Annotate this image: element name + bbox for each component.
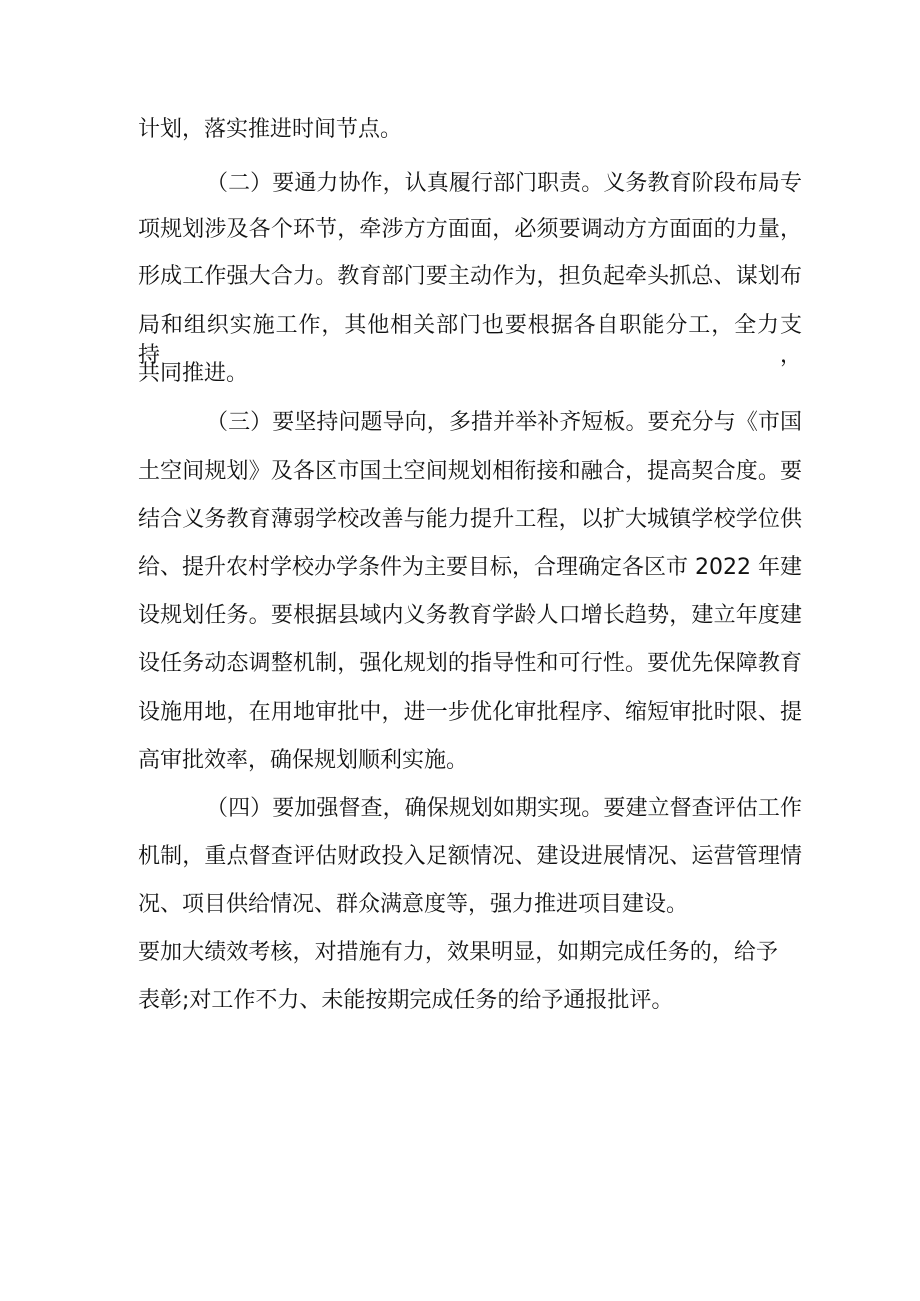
- text-line: 土空间规划》及各区市国土空间规划相衔接和融合，提高契合度。要: [138, 459, 802, 484]
- text-line: 机制，重点督查评估财政投入足额情况、建设进展情况、运营管理情: [138, 844, 802, 869]
- text-line: 局和组织实施工作，其他相关部门也要根据各自职能分工，全力支持，: [138, 313, 802, 368]
- text-line: （四）要加强督查，确保规划如期实现。要建立督查评估工作: [206, 796, 802, 821]
- text-line: 形成工作强大合力。教育部门要主动作为，担负起牵头抓总、谋划布: [138, 264, 802, 289]
- text-line: 设任务动态调整机制，强化规划的指导性和可行性。要优先保障教育: [138, 651, 802, 676]
- text-line: 况、项目供给情况、群众满意度等，强力推进项目建设。: [138, 892, 689, 917]
- text-line: 项规划涉及各个环节，牵涉方方面面，必须要调动方方面面的力量，: [138, 217, 802, 242]
- text-line: 计划，落实推进时间节点。: [138, 117, 403, 142]
- text-line: 高审批效率，确保规划顺利实施。: [138, 748, 469, 773]
- text-line: （二）要通力协作，认真履行部门职责。义务教育阶段布局专: [206, 171, 802, 196]
- text-line: 设规划任务。要根据县域内义务教育学龄人口增长趋势，建立年度建: [138, 603, 802, 628]
- text-line: 结合义务教育薄弱学校改善与能力提升工程，以扩大城镇学校学位供: [138, 507, 802, 532]
- text-line: 表彰;对工作不力、未能按期完成任务的给予通报批评。: [138, 988, 674, 1013]
- text-line: （三）要坚持问题导向，多措并举补齐短板。要充分与《市国: [206, 410, 802, 435]
- text-line: 给、提升农村学校办学条件为主要目标，合理确定各区市 2022 年建: [138, 555, 802, 580]
- text-line: 要加大绩效考核，对措施有力，效果明显，如期完成任务的，给予: [138, 940, 778, 965]
- text-line: 共同推进。: [138, 361, 249, 386]
- text-line: 设施用地，在用地审批中，进一步优化审批程序、缩短审批时限、提: [138, 700, 802, 725]
